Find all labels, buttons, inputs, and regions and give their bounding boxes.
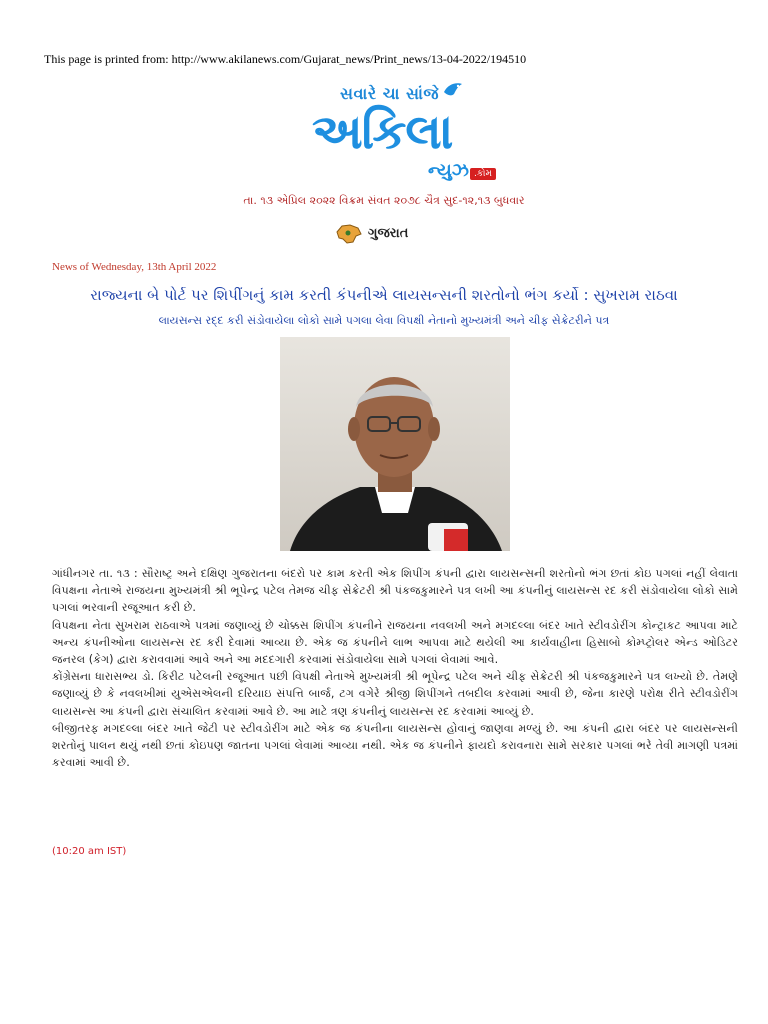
- logo-subtext: ન્યુઝ: [428, 160, 469, 181]
- print-source-notice: This page is printed from: http://www.akilanews.com/Gujarat_news/Print_news/13-04-2022/194510: [44, 52, 527, 66]
- gujarat-map-icon: [334, 222, 364, 246]
- publish-time: (10:20 am IST): [52, 846, 127, 857]
- article-paragraph: ગાંધીનગર તા. ૧૩ : સૌરાષ્ટ્ર અને દક્ષિણ ગુજરાતના બંદરો પર કામ કરતી એક શિપીંગ કંપની દ્વારા લાયસન્સની શરતોનો ભંગ છતાં કોઇ પગલાં નહીં લેવાતા વિપક્ષના નેતાએ રાજયના મુખ્યમંત્રી શ્રી ભૂપેન્દ્ર પટેલ તેમજ ચીફ સેક્રેટરી શ્રી પંકજકુમારને પત્ર લખી આ કંપનીનું લાયસન્સ રદ કરી સંડોવાયેલા લોકો સામે પગલાં ભરવાની રજૂઆત કરી છે.: [52, 567, 738, 615]
- logo-wordmark: અકિલા: [312, 104, 453, 160]
- subheadline: લાયસન્સ રદ્દ કરી સંડોવાયેલા લોકો સામે પગલા લેવા વિપક્ષી નેતાનો મુખ્યમંત્રી અને ચીફ સેક્રેટરીને પત્ર: [158, 314, 610, 327]
- logo-badge: .કોમ: [470, 168, 496, 180]
- bird-icon: [442, 80, 464, 100]
- article-paragraph: કોંગ્રેસના ધારાસભ્ય ડો. કિરીટ પટેલની રજૂઆત પછી વિપક્ષી નેતાએ મુખ્યમંત્રી શ્રી ભૂપેન્દ્ર પટેલ અને ચીફ સેક્રેટરી શ્રી પંકજકુમારને પત્ર લખ્યો છે. તેમણે જણાવ્યું છે કે નવલખીમાં યુએસએલની દરિયાઇ સંપત્તિ બાર્જ, ટગ વગેરે શ્રીજી શિપીંગને તબદીલ કરવામાં આવી છે, જેના કારણે પરોક્ષ રીતે સ્ટીવડોરીંગ લાયસન્સ આ કંપની દ્વારા સંચાલિત કરવામાં આવે છે. આ માટે ત્રણ કંપનીનું લાયસન્સ રદ કરવામાં આવ્યું છે.: [52, 670, 738, 718]
- dateline: તા. ૧૩ એપ્રિલ ૨૦૨૨ વિક્રમ સંવત ૨૦૭૮ ચૈત્ર સુદ-૧૨,૧૩ બુધવાર: [243, 194, 525, 207]
- article-photo: [280, 337, 510, 551]
- headline: રાજ્યના બે પોર્ટ પર શિપીંગનું કામ કરતી કંપનીએ લાયસન્સની શરતોનો ભંગ કર્યો : સુખરામ રાઠવા: [90, 286, 678, 304]
- masthead-logo[interactable]: [300, 80, 500, 190]
- article-paragraph: વિપક્ષના નેતા સુખરામ રાઠવાએ પત્રમાં જણાવ્યું છે ચોક્કસ શિપીંગ કંપનીને રાજયના નવલખી અને મગદલ્લા બંદર ખાતે સ્ટીવડોરીંગ કોન્ટ્રાકટ આપવા માટે અન્ય કંપનીઓના લાયસન્સ રદ કરી દેવામાં આવ્યા છે. એક જ કંપનીને લાભ આપવા માટે થયેલી આ કાર્યવાહીના હિસાબો કોમ્પ્ટ્રોલર એન્ડ ઓડિટર જનરલ (કેગ) દ્વારા કરાવવામાં આવે અને આ મદદગારી કરવામાં સંડોવાયેલા સામે પગલાં લેવામાં આવે.: [52, 618, 738, 667]
- article-paragraph: બીજીતરફ મગદલ્લા બંદર ખાતે જેટી પર સ્ટીવડોરીંગ માટે એક જ કંપનીના લાયસન્સ હોવાનું જાણવા મળ્યું છે. આ કંપની દ્વારા બંદર પર લાયસન્સની શરતોનું પાલન થયું નથી છતાં કોઇપણ જાતના પગલાં લેવામાં આવ્યા નથી. એક જ કંપનીને ફાયદો કરાવનારા સામે સરકાર પગલાં ભરે તેવી માગણી પત્રમાં કરવામાં આવી છે.: [52, 721, 738, 770]
- news-date: News of Wednesday, 13th April 2022: [52, 261, 217, 273]
- section-label: ગુજરાત: [368, 226, 409, 241]
- article-body: [52, 565, 738, 771]
- masthead-tagline: સવારે ચા સાંજે: [340, 84, 439, 103]
